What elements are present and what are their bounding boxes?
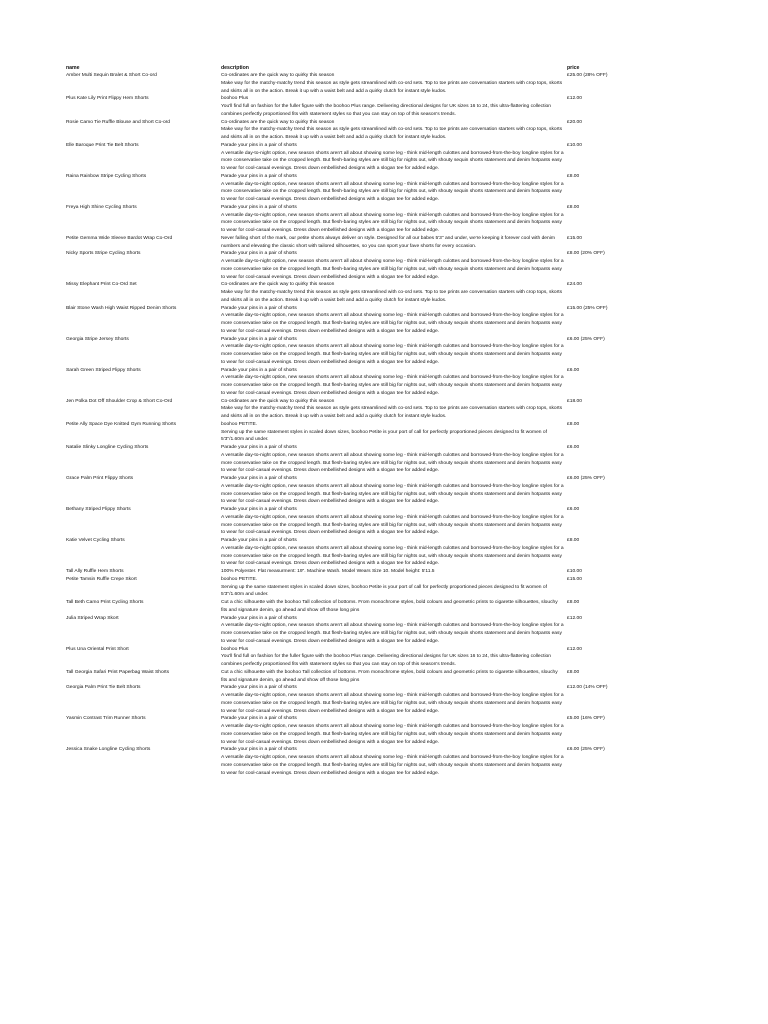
product-name: Petite Gemma Wide Sleeve Bardot Wrap Co-Ord [66,235,173,241]
product-description [221,281,567,304]
product-description [221,746,567,777]
table-row [66,715,622,746]
product-price: £24.00 [567,282,582,288]
description-headline: Cut a chic silhouette with the boohoo Tall collection of bottoms. From monochrome styles, bold colours and geometric prints to cigarette silhouettes, slouchy fits and signature denim, go ahead and show off those long pins [221,600,558,613]
product-name: Katie Velvet Cycling Shorts [66,538,125,543]
product-description [221,599,567,615]
product-description [221,235,567,251]
product-price: £6.00 (25% OFF) [567,476,605,481]
table-row [66,537,622,568]
product-description [221,669,567,685]
table-row [66,95,622,118]
product-description [221,421,567,444]
product-name: Petite Ally Space Dye Knitted Gym Running Shorts [66,421,177,427]
table-row [66,646,622,669]
description-body: Make way for the matchy-matchy trend this season as style gets streamlined with co-ord sets. Top to toe prints are conversation starters with crop tops, skorts and skirts all in on the action. Break it up with a waist belt and add a quirky clutch for instant style kudos. [221,406,563,419]
table-body [66,72,622,777]
product-name: Sarah Green Striped Flippy Shorts [66,367,141,373]
description-headline: Never falling short of the mark, our petite shorts always deliver on style. Designed for all our babes 5'3" and under, we're keeping it forever cool with denim numbers and elevating the classic short with tailored silhouettes, so you can sport your fave shorts for every occasion. [221,235,555,249]
description-headline: Co-ordinates are the quick way to quirky this season [221,398,335,404]
product-price: £8.00 [567,204,580,210]
product-price: £8.00 (20% OFF) [567,251,605,257]
description-body: Serving up the same statement styles in scaled down sizes, boohoo Petite is your port of call for perfectly proportioned pieces designed to fit women of 5'3"/1.60m and under. [221,429,547,443]
product-description [221,537,567,568]
product-description [221,576,567,599]
table-row [66,119,622,142]
description-body: A versatile day-to-night option, new season shorts aren't all about showing some leg - think mid-length culottes and borrowed-from-the-boy longline styles for a more conservative take on the cropped length. But flesh-baring styles are still big for nights out, with shouty sequin shorts statement and denim hotpants easy to wear for cool-casual evenings. Dress down embellished designs with a slogan tee for added edge. [221,545,564,567]
description-body: A versatile day-to-night option, new season shorts aren't all about showing some leg - think mid-length culottes and borrowed-from-the-boy longline styles for a more conservative take on the cropped length. But flesh-baring styles are still big for nights out, with shouty sequin shorts statement and denim hotpants easy to wear for cool-casual evenings. Dress down embellished designs with a slogan tee for added edge. [221,514,564,536]
table-row [66,398,622,421]
product-price: £6.00 [567,367,580,373]
product-price: £6.00 (25% OFF) [567,747,605,753]
description-headline: Co-ordinates are the quick way to quirky this season [221,282,335,288]
description-headline: Parade your pins in a pair of shorts [221,476,297,481]
product-name: Tall Beth Camo Print Cycling Shorts [66,600,144,605]
product-description [221,204,567,235]
description-body: A versatile day-to-night option, new season shorts aren't all about showing some leg - think mid-length culottes and borrowed-from-the-boy longline styles for a more conservative take on the cropped length. But flesh-baring styles are still big for nights out, with shouty sequin shorts statement and denim hotpants easy to wear for cool-casual evenings. Dress down embellished designs with a slogan tee for added edge. [221,150,564,171]
description-body: Make way for the matchy-matchy trend this season as style gets streamlined with co-ord sets. Top to toe prints are conversation starters with crop tops, skorts and skirts all in on the action. Break it up with a waist belt and add a quirky clutch for instant style kudos. [221,80,563,94]
table-header [66,65,622,72]
table-row [66,142,622,173]
product-price: £10.00 [567,142,582,148]
description-headline: boohoo PETITE. [221,421,258,427]
description-body: A versatile day-to-night option, new season shorts aren't all about showing some leg - think mid-length culottes and borrowed-from-the-boy longline styles for a more conservative take on the cropped length. But flesh-baring styles are still big for nights out, with shouty sequin shorts statement and denim hotpants easy to wear for cool-casual evenings. Dress down embellished designs with a slogan tee for added edge. [221,623,564,644]
table-row [66,367,622,398]
product-name: Blair Stone Wash High Waist Ripped Denim Shorts [66,305,177,311]
product-description [221,72,567,95]
description-headline: Co-ordinates are the quick way to quirky this season [221,119,335,125]
description-headline: Parade your pins in a pair of shorts [221,305,297,311]
product-name: Bethany Striped Flippy Shorts [66,507,131,512]
product-price: £12.00 [567,615,582,621]
product-price: £6.00 (25% OFF) [567,336,605,342]
table-row [66,336,622,367]
product-name: Elle Baroque Print Tie Belt Shorts [66,142,139,148]
product-name: Tall Ally Ruffle Hem Shorts [66,569,124,574]
table-row [66,475,622,506]
description-body: A versatile day-to-night option, new season shorts aren't all about showing some leg - think mid-length culottes and borrowed-from-the-boy longline styles for a more conservative take on the cropped length. But flesh-baring styles are still big for nights out, with shouty sequin shorts statement and denim hotpants easy to wear for cool-casual evenings. Dress down embellished designs with a slogan tee for added edge. [221,452,564,474]
product-price: £18.00 [567,398,582,404]
product-price: £12.00 [567,96,582,102]
product-description [221,475,567,506]
table-row [66,235,622,251]
description-headline: Parade your pins in a pair of shorts [221,507,297,512]
description-headline: boohoo Plus [221,96,249,102]
product-price: £8.00 [567,538,580,543]
product-name: Natalie Slinky Longline Cycling Shorts [66,445,149,450]
product-description [221,367,567,398]
product-name: Rosie Camo Tie Ruffle Blouse and Short Co-ord [66,119,171,125]
description-headline: 100% Polyester. Flat measurment: 19". Machine Wash. Model Wears Size 10. Model height: 5'11.5 [221,569,435,574]
table-row [66,250,622,281]
product-description [221,119,567,142]
description-headline: Parade your pins in a pair of shorts [221,538,297,543]
description-body: You'll find full on fashion for the fuller figure with the boohoo Plus range. Delivering directional designs for UK sizes 16 to 24, this ultra-flattering collection combines perfectly proportioned fits with statement styles so that you can stay on top of this season's trends. [221,654,551,667]
product-name: Georgia Stripe Jersey Shorts [66,336,129,342]
description-headline: Parade your pins in a pair of shorts [221,336,297,342]
product-name: Plus Una Oriental Print Short [66,646,129,652]
product-table [66,65,622,777]
description-body: A versatile day-to-night option, new season shorts aren't all about showing some leg - think mid-length culottes and borrowed-from-the-boy longline styles for a more conservative take on the cropped length. But flesh-baring styles are still big for nights out, with shouty sequin shorts statement and denim hotpants easy to wear for cool-casual evenings. Dress down embellished designs with a slogan tee for added edge. [221,212,564,233]
product-price: £15.00 [567,576,582,582]
description-body: A versatile day-to-night option, new season shorts aren't all about showing some leg - think mid-length culottes and borrowed-from-the-boy longline styles for a more conservative take on the cropped length. But flesh-baring styles are still big for nights out, with shouty sequin shorts statement and denim hotpants easy to wear for cool-casual evenings. Dress down embellished designs with a slogan tee for added edge. [221,181,564,202]
product-name: Yasmin Contrast Trim Runner Shorts [66,716,146,722]
product-name: Missy Elephant Print Co-Ord Set [66,282,137,288]
product-description [221,305,567,336]
product-name: Nicky Sports Stripe Cycling Shorts [66,251,141,257]
table-row [66,72,622,95]
description-headline: Parade your pins in a pair of shorts [221,173,297,179]
description-headline: Parade your pins in a pair of shorts [221,367,297,373]
table-row [66,615,622,646]
header-name: name [66,65,80,71]
product-description [221,684,567,715]
description-body: Make way for the matchy-matchy trend this season as style gets streamlined with co-ord sets. Top to toe prints are conversation starters with crop tops, skorts and skirts all in on the action. Break it up with a waist belt and add a quirky clutch for instant style kudos. [221,127,563,140]
product-description [221,95,567,118]
product-description [221,568,567,576]
product-price: £15.00 [567,235,582,241]
table-row [66,576,622,599]
product-price: £15.00 (25% OFF) [567,305,608,311]
product-name: Jessica Snake Longline Cycling Shorts [66,747,151,753]
product-description [221,173,567,204]
product-price: £10.00 [567,569,582,574]
table-row [66,506,622,537]
description-headline: Parade your pins in a pair of shorts [221,204,297,210]
product-price: £12.00 (14% OFF) [567,685,608,691]
description-body: A versatile day-to-night option, new season shorts aren't all about showing some leg - think mid-length culottes and borrowed-from-the-boy longline styles for a more conservative take on the cropped length. But flesh-baring styles are still big for nights out, with shouty sequin shorts statement and denim hotpants easy to wear for cool-casual evenings. Dress down embellished designs with a slogan tee for added edge. [221,259,564,280]
product-description [221,615,567,646]
description-body: A versatile day-to-night option, new season shorts aren't all about showing some leg - think mid-length culottes and borrowed-from-the-boy longline styles for a more conservative take on the cropped length. But flesh-baring styles are still big for nights out, with shouty sequin shorts statement and denim hotpants easy to wear for cool-casual evenings. Dress down embellished designs with a slogan tee for added edge. [221,755,564,776]
product-price: £6.00 [567,507,580,512]
table-row [66,421,622,444]
description-headline: boohoo PETITE. [221,576,258,582]
product-name: Julia Striped Wrap Skort [66,615,119,621]
description-headline: Cut a chic silhouette with the boohoo Tall collection of bottoms. From monochrome styles, bold colours and geometric prints to cigarette silhouettes, slouchy fits and signature denim, go ahead and show off those long pins [221,669,558,683]
table-row [66,204,622,235]
product-price: £8.00 [567,600,580,605]
product-price: £25.00 (28% OFF) [567,73,608,78]
description-headline: Co-ordinates are the quick way to quirky this season [221,73,335,78]
description-headline: Parade your pins in a pair of shorts [221,142,297,148]
product-description [221,715,567,746]
product-name: Amber Multi Sequin Bralet & Short Co-ord [66,73,157,78]
table-row [66,444,622,475]
table-row [66,684,622,715]
product-description [221,506,567,537]
description-headline: Parade your pins in a pair of shorts [221,615,297,621]
product-price: £8.00 [567,421,580,427]
product-name: Freya High Shine Cycling Shorts [66,204,137,210]
header-price: price [567,65,580,71]
table-row [66,305,622,336]
product-price: £6.00 [567,445,580,450]
description-headline: Parade your pins in a pair of shorts [221,251,297,257]
product-name: Raina Rainbow Stripe Cycling Shorts [66,173,147,179]
product-description [221,250,567,281]
product-description [221,398,567,421]
product-name: Jen Polka Dot Off Shoulder Crop & Short Co-Ord [66,398,173,404]
product-name: Petite Tamsin Ruffle Crepe Skort [66,576,137,582]
product-description [221,444,567,475]
description-body: A versatile day-to-night option, new season shorts aren't all about showing some leg - think mid-length culottes and borrowed-from-the-boy longline styles for a more conservative take on the cropped length. But flesh-baring styles are still big for nights out, with shouty sequin shorts statement and denim hotpants easy to wear for cool-casual evenings. Dress down embellished designs with a slogan tee for added edge. [221,693,564,714]
product-name: Plus Kate Lily Print Flippy Hem Shorts [66,96,149,102]
product-name: Grace Palm Print Flippy Shorts [66,476,134,481]
product-name: Georgia Palm Print Tie Belt Shorts [66,685,141,691]
table-row [66,599,622,615]
product-price: £20.00 [567,119,582,125]
table-row [66,281,622,304]
table-row [66,746,622,777]
table-row [66,173,622,204]
header-description: description [221,65,249,71]
description-headline: Parade your pins in a pair of shorts [221,747,297,753]
product-description [221,336,567,367]
product-price: £8.00 [567,669,580,675]
product-price: £8.00 [567,173,580,179]
description-headline: Parade your pins in a pair of shorts [221,445,297,450]
product-price: £5.00 (16% OFF) [567,716,605,722]
description-body: A versatile day-to-night option, new season shorts aren't all about showing some leg - think mid-length culottes and borrowed-from-the-boy longline styles for a more conservative take on the cropped length. But flesh-baring styles are still big for nights out, with shouty sequin shorts statement and denim hotpants easy to wear for cool-casual evenings. Dress down embellished designs with a slogan tee for added edge. [221,313,564,334]
description-headline: boohoo Plus [221,646,249,652]
product-description [221,646,567,669]
product-name: Tall Georgia Safari Print Paperbag Waist Shorts [66,669,170,675]
description-body: You'll find full on fashion for the fuller figure with the boohoo Plus range. Delivering directional designs for UK sizes 16 to 24, this ultra-flattering collection combines perfectly proportioned fits with statement styles so that you can stay on top of this season's trends. [221,104,551,117]
description-body: A versatile day-to-night option, new season shorts aren't all about showing some leg - think mid-length culottes and borrowed-from-the-boy longline styles for a more conservative take on the cropped length. But flesh-baring styles are still big for nights out, with shouty sequin shorts statement and denim hotpants easy to wear for cool-casual evenings. Dress down embellished designs with a slogan tee for added edge. [221,375,564,396]
description-headline: Parade your pins in a pair of shorts [221,685,297,691]
table-row [66,568,622,576]
product-price: £12.00 [567,646,582,652]
product-description [221,142,567,173]
description-body: Make way for the matchy-matchy trend this season as style gets streamlined with co-ord sets. Top to toe prints are conversation starters with crop tops, skorts and skirts all in on the action. Break it up with a waist belt and add a quirky clutch for instant style kudos. [221,290,563,303]
description-body: A versatile day-to-night option, new season shorts aren't all about showing some leg - think mid-length culottes and borrowed-from-the-boy longline styles for a more conservative take on the cropped length. But flesh-baring styles are still big for nights out, with shouty sequin shorts statement and denim hotpants easy to wear for cool-casual evenings. Dress down embellished designs with a slogan tee for added edge. [221,724,564,745]
description-body: A versatile day-to-night option, new season shorts aren't all about showing some leg - think mid-length culottes and borrowed-from-the-boy longline styles for a more conservative take on the cropped length. But flesh-baring styles are still big for nights out, with shouty sequin shorts statement and denim hotpants easy to wear for cool-casual evenings. Dress down embellished designs with a slogan tee for added edge. [221,344,564,365]
table-row [66,669,622,685]
description-headline: Parade your pins in a pair of shorts [221,716,297,722]
description-body: A versatile day-to-night option, new season shorts aren't all about showing some leg - think mid-length culottes and borrowed-from-the-boy longline styles for a more conservative take on the cropped length. But flesh-baring styles are still big for nights out, with shouty sequin shorts statement and denim hotpants easy to wear for cool-casual evenings. Dress down embellished designs with a slogan tee for added edge. [221,483,564,505]
description-body: Serving up the same statement styles in scaled down sizes, boohoo Petite is your port of call for perfectly proportioned pieces designed to fit women of 5'3"/1.60m and under. [221,584,547,598]
